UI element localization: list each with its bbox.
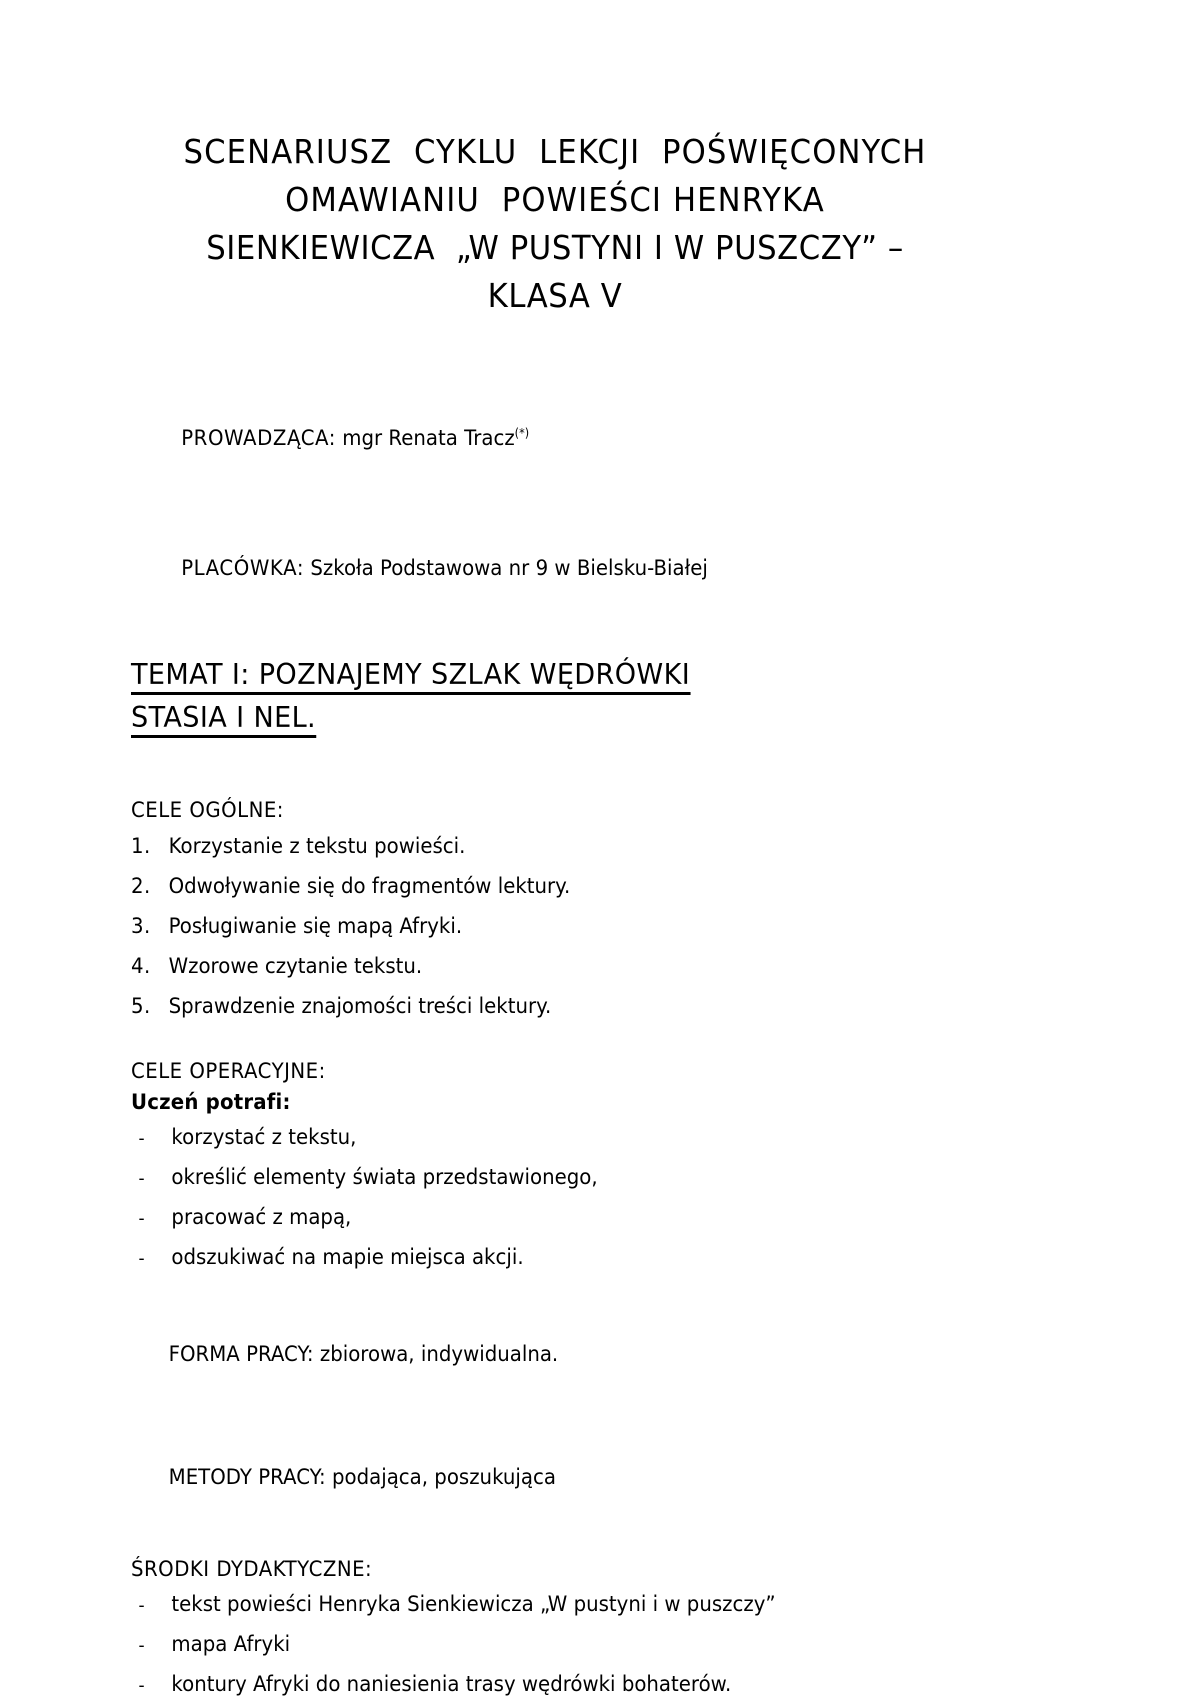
list-marker: 1. (131, 834, 151, 858)
metody-pracy-value: podająca, poszukująca (325, 1465, 556, 1489)
title-line-2: OMAWIANIU POWIEŚCI HENRYKA (285, 180, 825, 219)
dash-marker: - (138, 1208, 145, 1229)
metody-pracy-line (131, 1431, 958, 1524)
section-subtitle-uczen-potrafi: Uczeń potrafi: (131, 1090, 291, 1114)
spacer (131, 1026, 1011, 1056)
footnote-marker: (*) (514, 426, 530, 440)
spacer (131, 1278, 1011, 1308)
list-item (131, 1665, 958, 1705)
dash-marker: - (138, 1168, 145, 1189)
list-marker: 2. (131, 874, 151, 898)
forma-pracy-value: zbiorowa, indywidualna. (313, 1342, 559, 1366)
meta-placowka-value: Szkoła Podstawowa nr 9 w Bielsku-Białej (304, 556, 708, 580)
section-title-srodki-dydaktyczne: ŚRODKI DYDAKTYCZNE: (131, 1557, 373, 1581)
document-meta (131, 388, 1011, 613)
metody-pracy-label: METODY PRACY: (168, 1465, 326, 1489)
dash-marker: - (138, 1595, 145, 1616)
list-marker: 3. (131, 914, 151, 938)
list-item (131, 1625, 958, 1665)
list-item (131, 1238, 958, 1278)
list-item (131, 906, 958, 946)
page-title (161, 128, 950, 320)
section-srodki-dydaktyczne (131, 1554, 1011, 1705)
spacer (131, 739, 1011, 795)
list-item-text: Korzystanie z tekstu powieści. (168, 834, 466, 858)
topic-heading-line-1: TEMAT I: POZNAJEMY SZLAK WĘDRÓWKI (131, 653, 967, 696)
list-marker: 5. (131, 994, 151, 1018)
list-item (131, 866, 958, 906)
dash-marker: - (138, 1128, 145, 1149)
spacer (131, 1524, 1011, 1554)
list-item-text: Sprawdzenie znajomości treści lektury. (168, 994, 552, 1018)
list-item-text: Posługiwanie się mapą Afryki. (168, 914, 463, 938)
list-item (131, 1118, 958, 1158)
topic-heading-line-2: STASIA I NEL. (131, 696, 967, 739)
list-item (131, 826, 958, 866)
spacer (131, 1401, 1011, 1431)
list-item-text: pracować z mapą, (171, 1205, 352, 1229)
cele-operacyjne-list (131, 1118, 1011, 1278)
dash-marker: - (138, 1248, 145, 1269)
section-title-cele-operacyjne: CELE OPERACYJNE: (131, 1059, 326, 1083)
dash-marker: - (138, 1675, 145, 1696)
list-marker: 4. (131, 954, 151, 978)
meta-prowadzaca-value: mgr Renata Tracz (335, 426, 515, 450)
section-cele-operacyjne (131, 1056, 1011, 1278)
list-item (131, 946, 958, 986)
list-item-text: tekst powieści Henryka Sienkiewicza „W pustyni i w puszczy” (171, 1592, 776, 1616)
list-item-text: Odwoływanie się do fragmentów lektury. (168, 874, 571, 898)
list-item (131, 986, 958, 1026)
list-item-text: kontury Afryki do naniesienia trasy wędrówki bohaterów. (171, 1672, 732, 1696)
meta-placowka-label: PLACÓWKA: (181, 556, 305, 580)
list-item (131, 1198, 958, 1238)
cele-ogolne-list (131, 826, 1011, 1026)
section-title-cele-ogolne: CELE OGÓLNE: (131, 798, 284, 822)
list-item (131, 1158, 958, 1198)
list-item (131, 1585, 958, 1625)
list-item-text: określić elementy świata przedstawionego, (171, 1165, 598, 1189)
forma-pracy-label: FORMA PRACY: (168, 1342, 314, 1366)
document-content (131, 0, 1011, 1705)
section-cele-ogolne (131, 795, 1011, 1026)
srodki-dydaktyczne-list (131, 1585, 1011, 1705)
list-item-text: korzystać z tekstu, (171, 1125, 357, 1149)
title-line-4: KLASA V (487, 276, 623, 315)
dash-marker: - (138, 1635, 145, 1656)
list-item-text: Wzorowe czytanie tekstu. (168, 954, 423, 978)
meta-placowka (131, 523, 958, 613)
topic-heading (131, 653, 967, 739)
forma-pracy-line (131, 1308, 958, 1401)
list-item-text: odszukiwać na mapie miejsca akcji. (171, 1245, 524, 1269)
list-item-text: mapa Afryki (171, 1632, 291, 1656)
meta-prowadzaca-label: PROWADZĄCA: (181, 426, 336, 450)
title-line-1: SCENARIUSZ CYKLU LEKCJI POŚWIĘCONYCH (183, 132, 927, 171)
title-line-3: SIENKIEWICZA „W PUSTYNI I W PUSZCZY” – (206, 228, 904, 267)
meta-prowadzaca (131, 388, 958, 483)
